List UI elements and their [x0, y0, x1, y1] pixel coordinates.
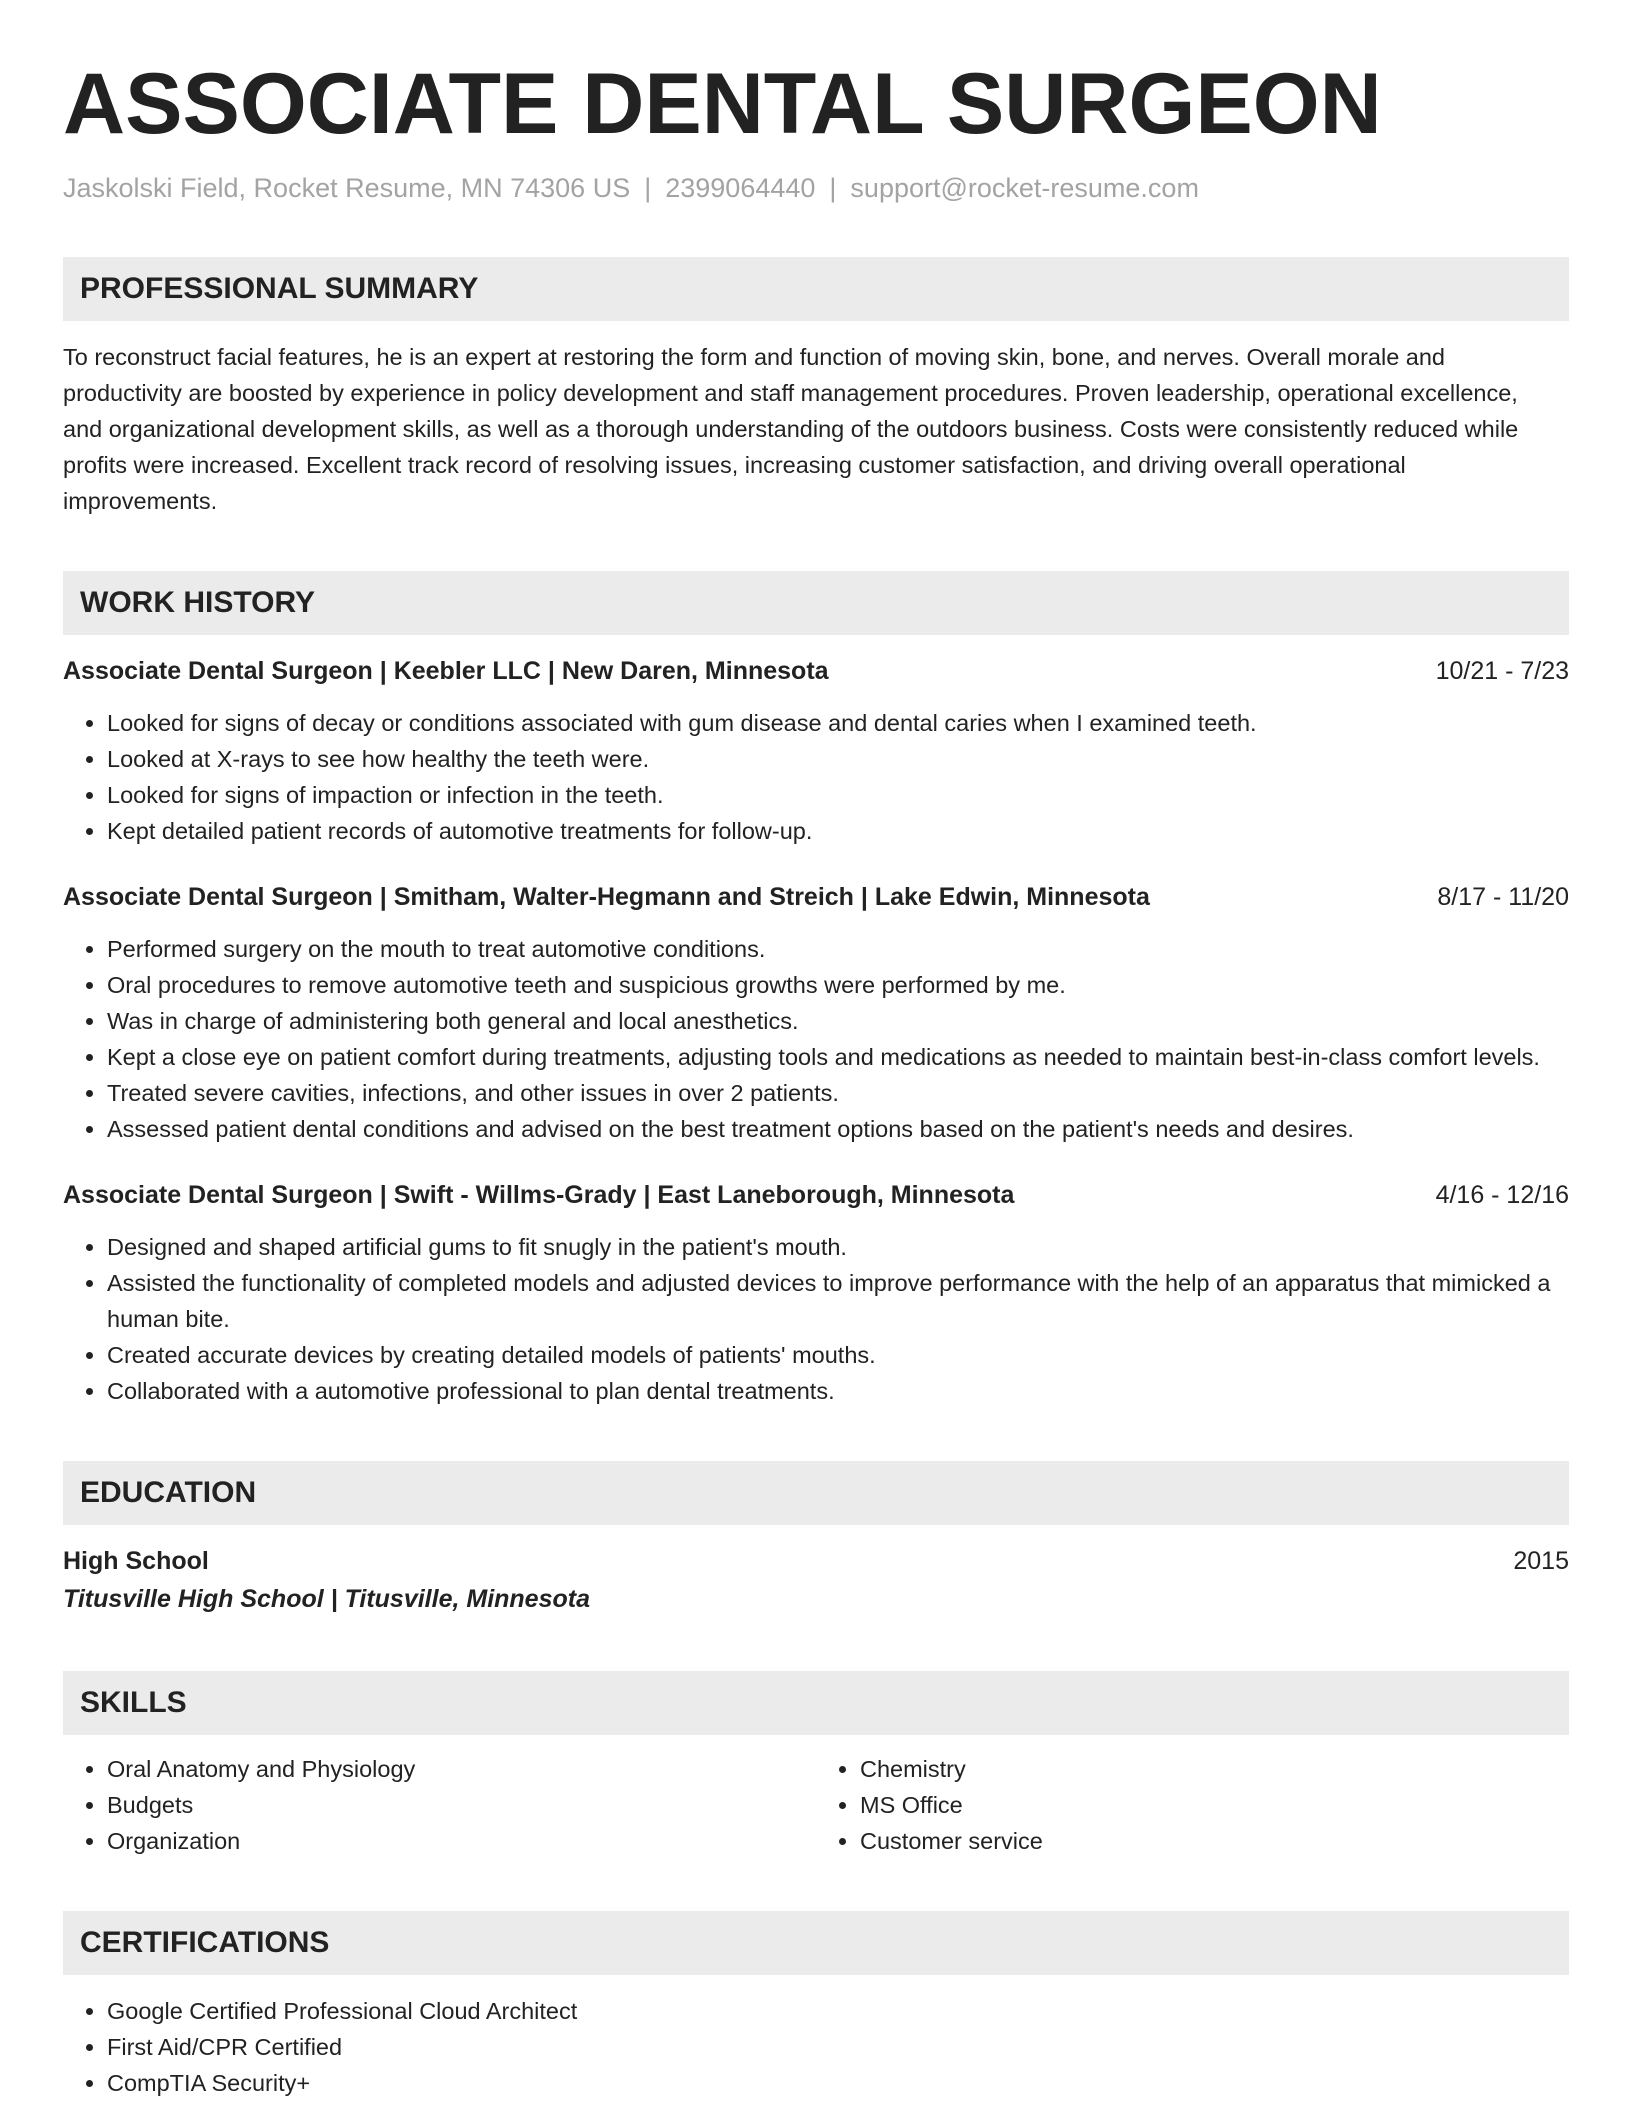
- education-school: Titusville High School | Titusville, Minnesota: [63, 1585, 590, 1613]
- section-header-certifications: CERTIFICATIONS: [63, 1911, 1569, 1975]
- education-degree: High School: [63, 1547, 209, 1575]
- job-title: Associate Dental Surgeon | Keebler LLC | New Daren, Minnesota: [63, 657, 829, 685]
- skill-item: • Budgets: [107, 1787, 816, 1823]
- skills-column-right: [816, 1751, 1569, 1859]
- job-bullet: • Performed surgery on the mouth to treat automotive conditions.: [107, 931, 1569, 967]
- job-bullets: [63, 931, 1569, 1147]
- certification-item: • CompTIA Security+: [107, 2065, 1569, 2101]
- job-bullet: • Designed and shaped artificial gums to fit snugly in the patient's mouth.: [107, 1229, 1569, 1265]
- contact-separator: |: [644, 173, 652, 203]
- job-entry: [63, 1177, 1569, 1409]
- section-header-summary: PROFESSIONAL SUMMARY: [63, 257, 1569, 321]
- job-bullet: • Treated severe cavities, infections, and other issues in over 2 patients.: [107, 1075, 1569, 1111]
- job-bullets: [63, 705, 1569, 849]
- job-bullet: • Collaborated with a automotive professional to plan dental treatments.: [107, 1373, 1569, 1409]
- job-header: [63, 653, 1569, 689]
- contact-line: [63, 170, 1569, 206]
- section-header-skills: SKILLS: [63, 1671, 1569, 1735]
- job-bullet: • Looked for signs of impaction or infection in the teeth.: [107, 777, 1569, 813]
- job-title: Associate Dental Surgeon | Swift - Willms-Grady | East Laneborough, Minnesota: [63, 1181, 1015, 1209]
- education-year: 2015: [1513, 1547, 1569, 1575]
- job-dates: 8/17 - 11/20: [1437, 883, 1569, 911]
- certifications-list: [63, 1993, 1569, 2101]
- skills-column-left: [63, 1751, 816, 1859]
- resume-name: ASSOCIATE DENTAL SURGEON: [63, 56, 1382, 152]
- job-bullet: • Assessed patient dental conditions and advised on the best treatment options based on the patient's needs and desires.: [107, 1111, 1569, 1147]
- education-entry: [63, 1543, 1569, 1619]
- certification-bullets: [63, 1993, 1569, 2101]
- skills-list: [63, 1751, 1569, 1859]
- job-bullet: • Was in charge of administering both general and local anesthetics.: [107, 1003, 1569, 1039]
- job-header: [63, 879, 1569, 915]
- job-entry: [63, 653, 1569, 849]
- skill-item: • Oral Anatomy and Physiology: [107, 1751, 816, 1787]
- skill-item: • Organization: [107, 1823, 816, 1859]
- job-bullets: [63, 1229, 1569, 1409]
- job-bullet: • Kept a close eye on patient comfort during treatments, adjusting tools and medications as needed to maintain best-in-class comfort levels.: [107, 1039, 1569, 1075]
- education-header: [63, 1543, 1569, 1579]
- summary-text: To reconstruct facial features, he is an expert at restoring the form and function of moving skin, bone, and nerves. Overall morale and productivity are boosted by experience in policy development and staff management procedures. Proven leadership, operational excellence, and organizational development skills, as well as a thorough understanding of the outdoors business. Costs were consistently reduced while profits were increased. Excellent track record of resolving issues, increasing customer satisfaction, and driving overall operational improvements.: [63, 344, 1519, 514]
- skill-item: • Customer service: [860, 1823, 1569, 1859]
- skill-item: • MS Office: [860, 1787, 1569, 1823]
- contact-separator: |: [829, 173, 837, 203]
- job-header: [63, 1177, 1569, 1213]
- job-bullet: • Looked at X-rays to see how healthy the teeth were.: [107, 741, 1569, 777]
- section-header-work-history: WORK HISTORY: [63, 571, 1569, 635]
- job-dates: 10/21 - 7/23: [1435, 657, 1569, 685]
- skill-item: • Chemistry: [860, 1751, 1569, 1787]
- certification-item: • Google Certified Professional Cloud Architect: [107, 1993, 1569, 2029]
- job-bullet: • Assisted the functionality of completed models and adjusted devices to improve performance with the help of an apparatus that mimicked a human bite.: [107, 1265, 1569, 1337]
- job-dates: 4/16 - 12/16: [1435, 1181, 1569, 1209]
- job-entry: [63, 879, 1569, 1147]
- certification-item: • First Aid/CPR Certified: [107, 2029, 1569, 2065]
- contact-email: support@rocket-resume.com: [850, 173, 1199, 203]
- job-title: Associate Dental Surgeon | Smitham, Walter-Hegmann and Streich | Lake Edwin, Minnesota: [63, 883, 1150, 911]
- job-bullet: • Looked for signs of decay or conditions associated with gum disease and dental caries when I examined teeth.: [107, 705, 1569, 741]
- job-bullet: • Oral procedures to remove automotive teeth and suspicious growths were performed by me.: [107, 967, 1569, 1003]
- job-bullet: • Kept detailed patient records of automotive treatments for follow-up.: [107, 813, 1569, 849]
- contact-address: Jaskolski Field, Rocket Resume, MN 74306 US: [63, 173, 631, 203]
- contact-phone: 2399064440: [665, 173, 816, 203]
- section-header-education: EDUCATION: [63, 1461, 1569, 1525]
- job-bullet: • Created accurate devices by creating detailed models of patients' mouths.: [107, 1337, 1569, 1373]
